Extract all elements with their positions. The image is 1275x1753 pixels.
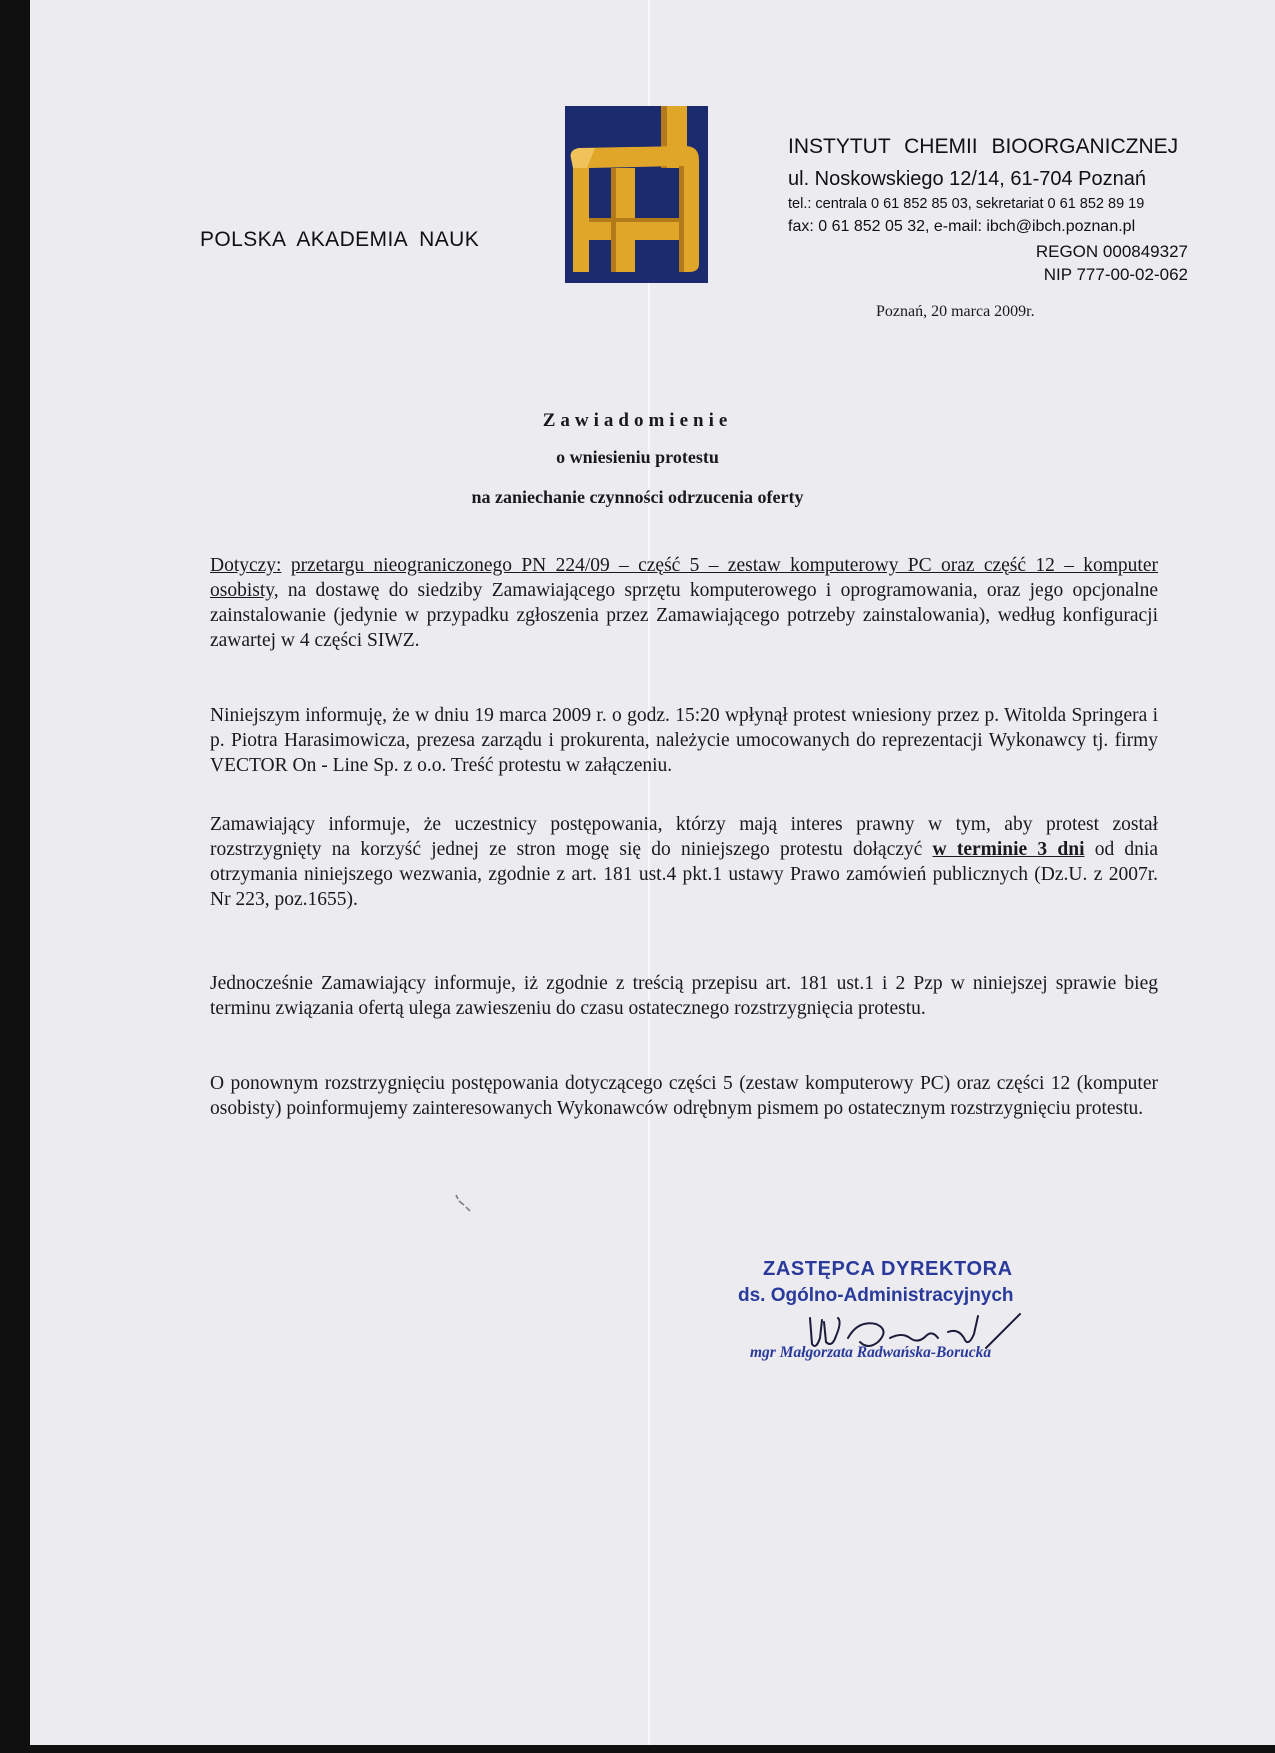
institute-logo — [565, 106, 708, 283]
document-subtitle: o wniesieniu protestu — [556, 447, 719, 467]
institute-nip: NIP 777-00-02-062 — [1043, 265, 1188, 284]
deadline-emphasis: w terminie 3 dni — [932, 839, 1085, 860]
institute-name: INSTYTUT CHEMII BIOORGANICZNEJ — [788, 135, 1179, 158]
institute-address: ul. Noskowskiego 12/14, 61-704 Poznań — [788, 168, 1147, 190]
paragraph-protest-info: Niniejszym informuję, że w dniu 19 marca 2009 r. o godz. 15:20 wpłynął protest wniesiony przez p. Witolda Springera i p. Piotra Harasimowicza, prezesa zarządu i prokurenta, należycie umocowanych do reprezentacji Wykonawcy tj. firmy VECTOR On - Line Sp. z o.o. Treść protestu w załączeniu. — [210, 705, 1158, 776]
subject-description: na dostawę do siedziby Zamawiającego sprzętu komputerowego i oprogramowania, oraz jego opcjonalne zainstalowanie (jedynie w przypadku zgłoszenia przez Zamawiającego potrzeby zainstalowania), według konfiguracji zawartej w 4 części SIWZ. — [210, 580, 1159, 651]
document-title: Zawiadomienie — [542, 410, 733, 431]
paragraph-suspension: Jednocześnie Zamawiający informuje, iż zgodnie z treścią przepisu art. 181 ust.1 i 2 Pzp w niniejszej sprawie bieg terminu związania ofertą ulega zawieszeniu do czasu ostatecznego rozstrzygnięcia protestu. — [210, 973, 1158, 1019]
scan-edge-bottom — [0, 1745, 1275, 1753]
institute-phones: tel.: centrala 0 61 852 85 03, sekretariat 0 61 852 89 19 — [788, 196, 1145, 212]
paragraph-participants — [210, 812, 1158, 912]
document-subtitle-2: na zaniechanie czynności odrzucenia oferty — [471, 487, 804, 507]
scan-edge-left — [0, 0, 30, 1753]
paragraph-subject — [210, 553, 1158, 653]
letter-date: Poznań, 20 marca 2009r. — [876, 303, 1035, 320]
stamp-title: ZASTĘPCA DYREKTORA — [763, 1258, 1013, 1280]
scan-speck — [452, 1193, 474, 1213]
participants-text: Zamawiający informuje, że uczestnicy postępowania, którzy mają interes prawny w tym, aby protest został rozstrzygnięty na korzyść jednej ze stron mogę się do niniejszego protestu dołączyć — [210, 814, 1158, 860]
stamp-department: ds. Ogólno-Administracyjnych — [738, 1285, 1014, 1306]
subject-tender: przetargu nieograniczonego PN 224/09 – część 5 – zestaw komputerowy PC oraz część 12 – komputer osobisty, — [210, 555, 1158, 601]
academy-name: POLSKA AKADEMIA NAUK — [200, 228, 480, 251]
institute-fax-email: fax: 0 61 852 05 32, e-mail: ibch@ibch.poznan.pl — [788, 218, 1136, 235]
participants-text-end: od dnia otrzymania niniejszego wezwania, zgodnie z art. 181 ust.4 pkt.1 ustawy Prawo zamówień publicznych (Dz.U. z 2007r. Nr 223, poz.1655). — [210, 839, 1159, 910]
subject-label: Dotyczy: — [210, 555, 282, 576]
stamp-signatory-name: mgr Małgorzata Radwańska-Borucka — [750, 1344, 992, 1361]
institute-regon: REGON 000849327 — [1035, 242, 1188, 261]
paragraph-resolution: O ponownym rozstrzygnięciu postępowania dotyczącego części 5 (zestaw komputerowy PC) oraz części 12 (komputer osobisty) poinformujemy zainteresowanych Wykonawców odrębnym pismem po ostatecznym rozstrzygnięciu protestu. — [210, 1073, 1158, 1119]
